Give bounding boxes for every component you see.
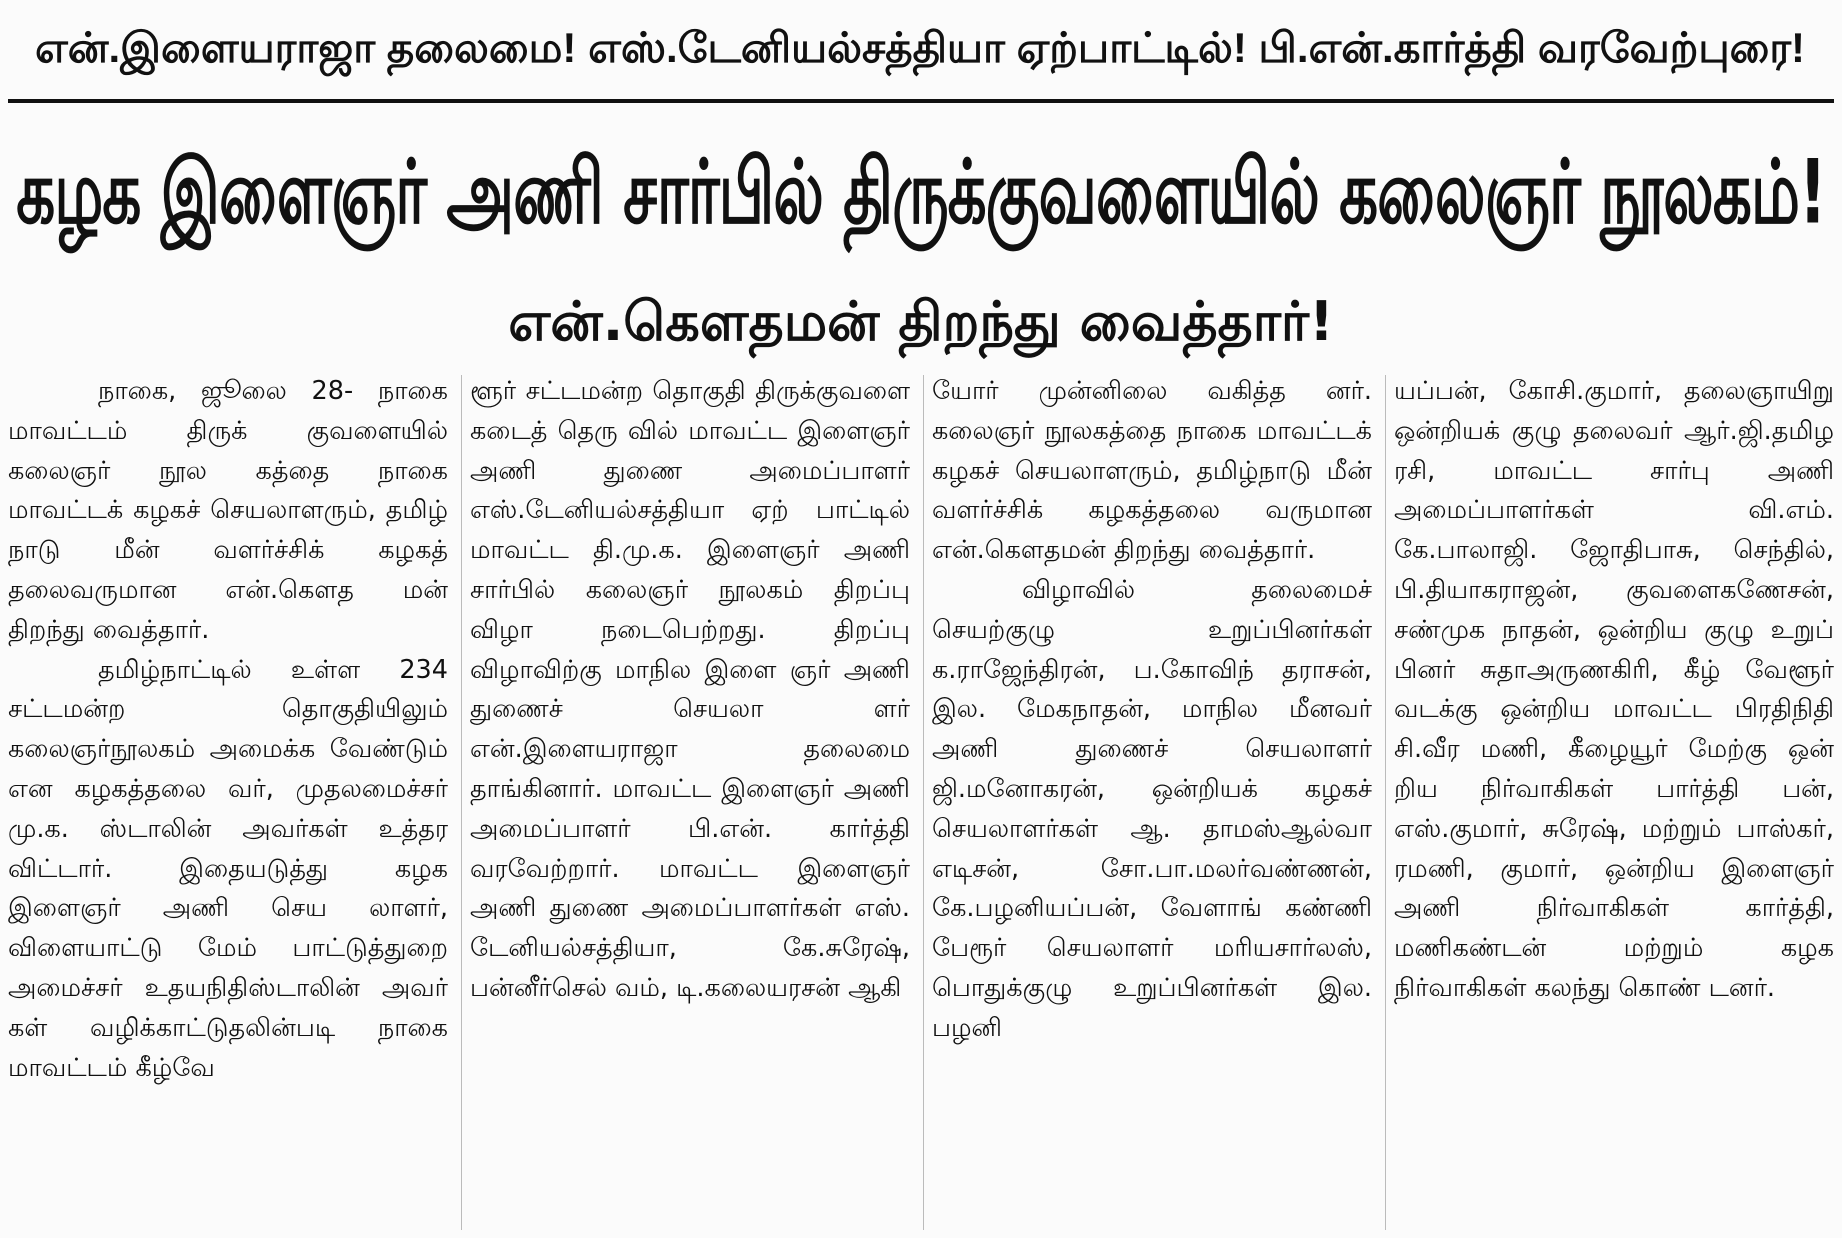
subheadline: என்.கௌதமன் திறந்து வைத்தார்!: [508, 289, 1334, 353]
article-column-3: [932, 372, 1372, 1236]
column-1-paragraph-2: தமிழ்நாட்டில் உள்ள 234 சட்டமன்ற தொகுதியிலும் கலைஞர்நூலகம் அமைக்க வேண்டும் என கழகத்தலை வர், முதலமைச்சர் மு.க. ஸ்டாலின் அவர்கள் உத்தர விட்டார். இதையடுத்து கழக இளைஞர் அணி செய லாளர், விளையாட்டு மேம் பாட்டுத்துறை அமைச்சர் உதயநிதிஸ்டாலின் அவர் கள் வழிக்காட்டுதலின்படி நாகை மாவட்டம் கீழ்வே: [8, 654, 448, 1083]
headline: கழக இளைஞர் அணி சார்பில் திருக்குவளையில் கலைஞர் நூலகம்!: [16, 140, 1826, 244]
column-3-paragraph-2: விழாவில் தலைமைச் செயற்குழு உறுப்பினர்கள் க.ராஜேந்திரன், ப.கோவிந் தராசன், இல. மேகநாதன், மாநில மீனவர் அணி துணைச் செயலாளர் ஜி.மனோகரன், ஒன்றியக் கழகச் செயலாளர்கள் ஆ. தாமஸ்ஆல்வா எடிசன், சோ.பா.மலர்வண்ணன், கே.பழனியப்பன், வேளாங் கண்ணி பேரூர் செயலாளர் மரியசார்லஸ், பொதுக்குழு உறுப்பினர்கள் இல. பழனி: [932, 574, 1372, 1043]
column-separator: [923, 375, 924, 1230]
column-separator: [1385, 375, 1386, 1230]
column-separator: [461, 375, 462, 1230]
column-3-paragraph-1: யோர் முன்னிலை வகித்த னர். கலைஞர் நூலகத்தை நாகை மாவட்டக் கழகச் செயலாளரும், தமிழ்நாடு மீன் வளர்ச்சிக் கழகத்தலை வருமான என்.கௌதமன் திறந்து வைத்தார்.: [932, 376, 1372, 566]
column-1-paragraph-1: நாகை, ஜூலை 28- நாகை மாவட்டம் திருக் குவளையில் கலைஞர் நூல கத்தை நாகை மாவட்டக் கழகச் செயலாளரும், தமிழ் நாடு மீன் வளர்ச்சிக் கழகத் தலைவருமான என்.கௌத மன் திறந்து வைத்தார்.: [8, 376, 448, 645]
column-4-paragraph-1: யப்பன், கோசி.குமார், தலைஞாயிறு ஒன்றியக் குழு தலைவர் ஆர்.ஜி.தமிழ ரசி, மாவட்ட சார்பு அணி அமைப்பாளர்கள் வி.எம். கே.பாலாஜி. ஜோதிபாசு, செந்தில், பி.தியாகராஜன், குவளைகணேசன், சண்முக நாதன், ஒன்றிய குழு உறுப் பினர் சுதாஅருணகிரி, கீழ் வேளூர் வடக்கு ஒன்றிய மாவட்ட பிரதிநிதி சி.வீர மணி, கீழையூர் மேற்கு ஒன் றிய நிர்வாகிகள் பார்த்தி பன், எஸ்.குமார், சுரேஷ், மற்றும் பாஸ்கர், ரமணி, குமார், ஒன்றிய இளைஞர் அணி நிர்வாகிகள் கார்த்தி, மணிகண்டன் மற்றும் கழக நிர்வாகிகள் கலந்து கொண் டனர்.: [1394, 376, 1834, 1003]
article-column-1: [8, 372, 448, 1236]
kicker-line: என்.இளையராஜா தலைமை! எஸ்.டேனியல்சத்தியா ஏற்பாட்டில்! பி.என்.கார்த்தி வரவேற்புரை!: [34, 24, 1806, 71]
article-column-4: [1394, 372, 1834, 1236]
article-column-2: [470, 372, 910, 1236]
column-2-paragraph-1: ளூர் சட்டமன்ற தொகுதி திருக்குவளை கடைத் தெரு வில் மாவட்ட இளைஞர் அணி துணை அமைப்பாளர் எஸ்.டேனியல்சத்தியா ஏற் பாட்டில் மாவட்ட தி.மு.க. இளைஞர் அணி சார்பில் கலைஞர் நூலகம் திறப்பு விழா நடைபெற்றது. திறப்பு விழாவிற்கு மாநில இளை ஞர் அணி துணைச் செயலா ளர் என்.இளையராஜா தலைமை தாங்கினார். மாவட்ட இளைஞர் அணி அமைப்பாளர் பி.என். கார்த்தி வரவேற்றார். மாவட்ட இளைஞர் அணி துணை அமைப்பாளர்கள் எஸ். டேனியல்சத்தியா, கே.சுரேஷ், பன்னீர்செல் வம், டி.கலையரசன் ஆகி: [470, 376, 910, 1003]
